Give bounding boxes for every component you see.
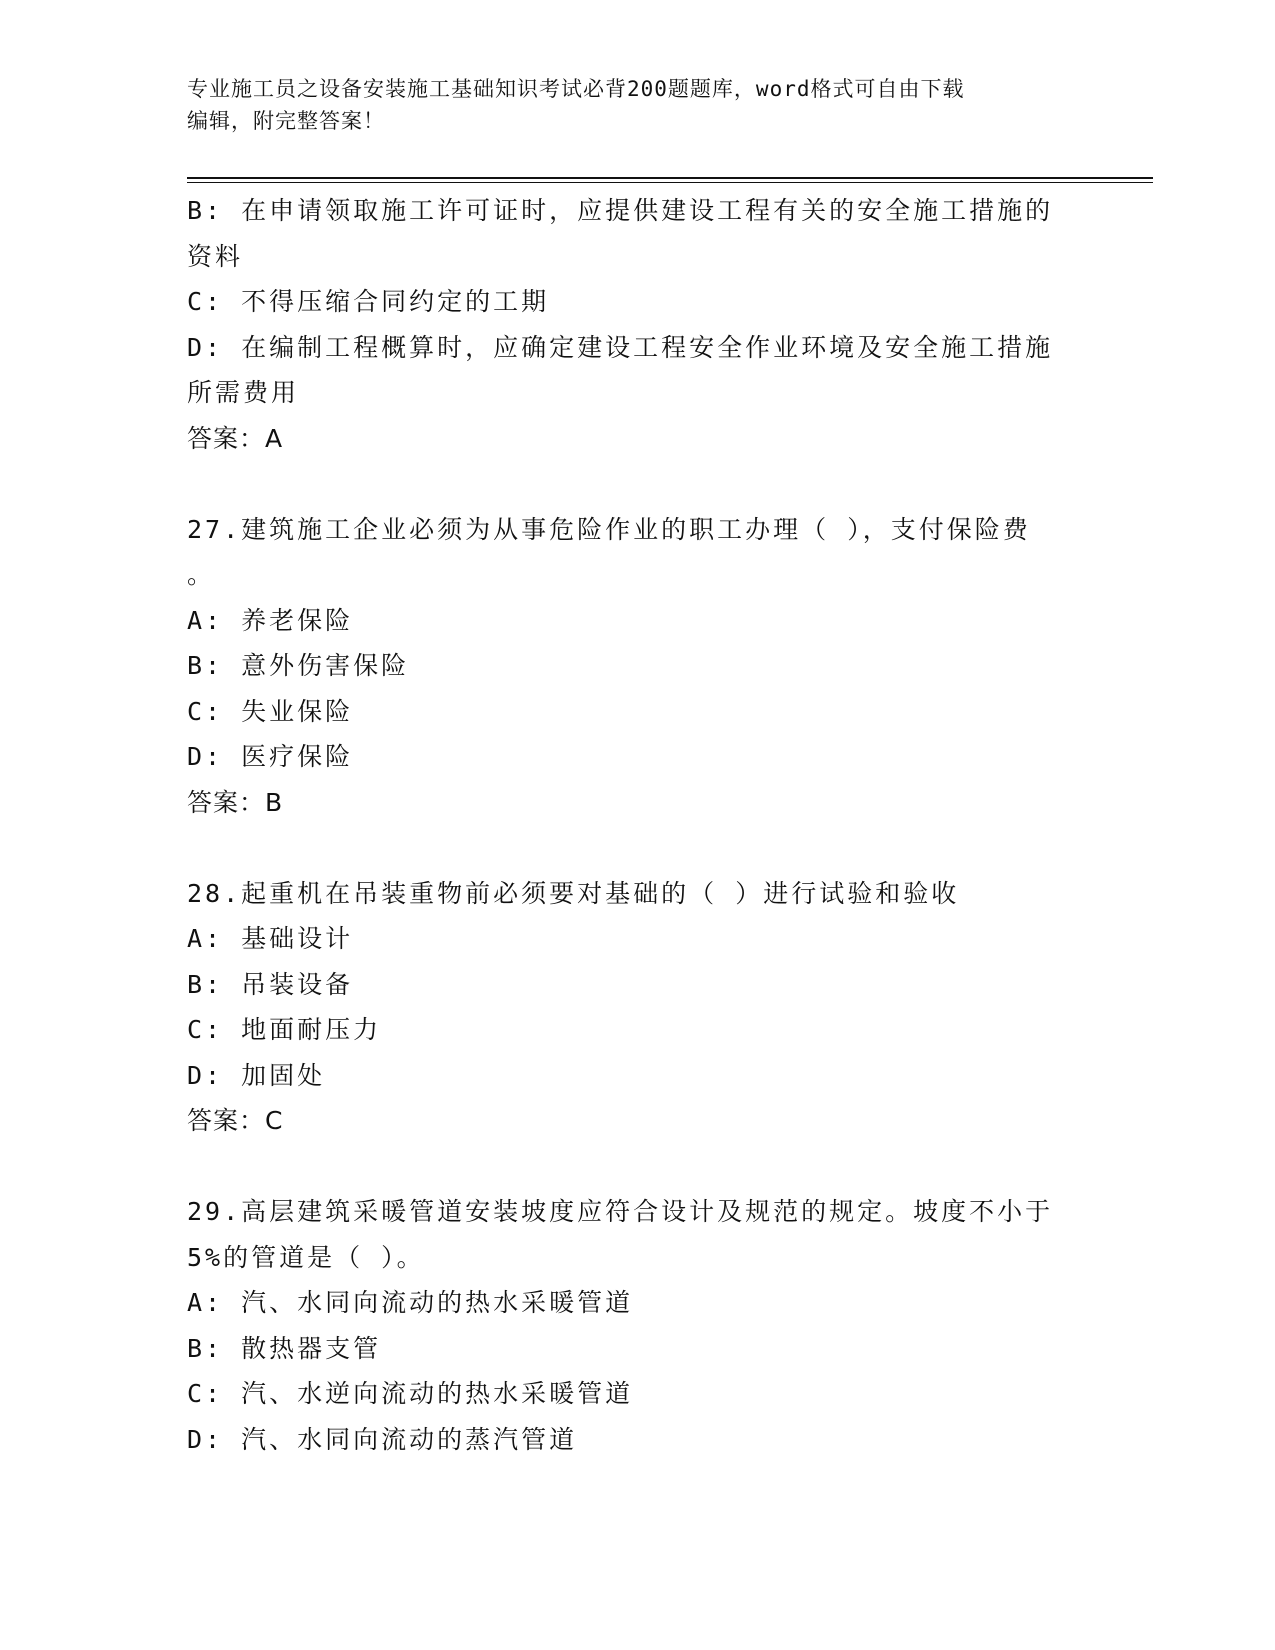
question-stem-line-1: 28.起重机在吊装重物前必须要对基础的（ ）进行试验和验收 [187,878,960,908]
question-list [187,188,1087,1462]
option-b: B: 吊装设备 [187,969,354,999]
option-c: C: 失业保险 [187,696,354,726]
spacer [187,1144,1087,1190]
option-c: C: 不得压缩合同约定的工期 [187,287,550,316]
option-a: A: 基础设计 [187,924,354,953]
answer: 答案：C [187,1106,284,1135]
question-stem-line-1: 29.高层建筑采暖管道安装坡度应符合设计及规范的规定。坡度不小于 [187,1197,1054,1226]
option-d: D: 医疗保险 [187,742,354,771]
spacer [187,825,1087,871]
question-26-continued [187,188,1087,461]
header-title-line-1: 专业施工员之设备安装施工基础知识考试必背200题题库，word格式可自由下载 [187,77,965,101]
option-a: A: 汽、水同向流动的热水采暖管道 [187,1288,634,1317]
option-d: D: 加固处 [187,1060,326,1090]
option-d: D: 汽、水同向流动的蒸汽管道 [187,1424,578,1454]
option-d-line-2: 所需费用 [187,378,300,407]
option-d-line-1: D: 在编制工程概算时，应确定建设工程安全作业环境及安全施工措施 [187,332,1054,362]
answer: 答案：B [187,787,284,817]
option-b-line-1: B: 在申请领取施工许可证时，应提供建设工程有关的安全施工措施的 [187,196,1054,225]
header-divider-thick [187,177,1153,179]
option-a: A: 养老保险 [187,605,354,635]
question-29 [187,1189,1087,1462]
option-b: B: 意外伤害保险 [187,651,410,680]
question-27 [187,507,1087,826]
spacer [187,461,1087,507]
question-28 [187,871,1087,1144]
question-stem-line-2: 5%的管道是（ ）。 [187,1242,425,1272]
option-c: C: 地面耐压力 [187,1015,382,1044]
document-header [187,73,1067,137]
answer: 答案：A [187,423,284,453]
question-stem-line-2: 。 [187,560,216,589]
option-b-line-2: 资料 [187,241,244,271]
question-stem-line-1: 27.建筑施工企业必须为从事危险作业的职工办理（ ），支付保险费 [187,514,1031,544]
option-b: B: 散热器支管 [187,1333,382,1363]
option-c: C: 汽、水逆向流动的热水采暖管道 [187,1379,634,1408]
header-divider-thin [187,182,1153,183]
header-title-line-2: 编辑，附完整答案！ [187,109,385,133]
